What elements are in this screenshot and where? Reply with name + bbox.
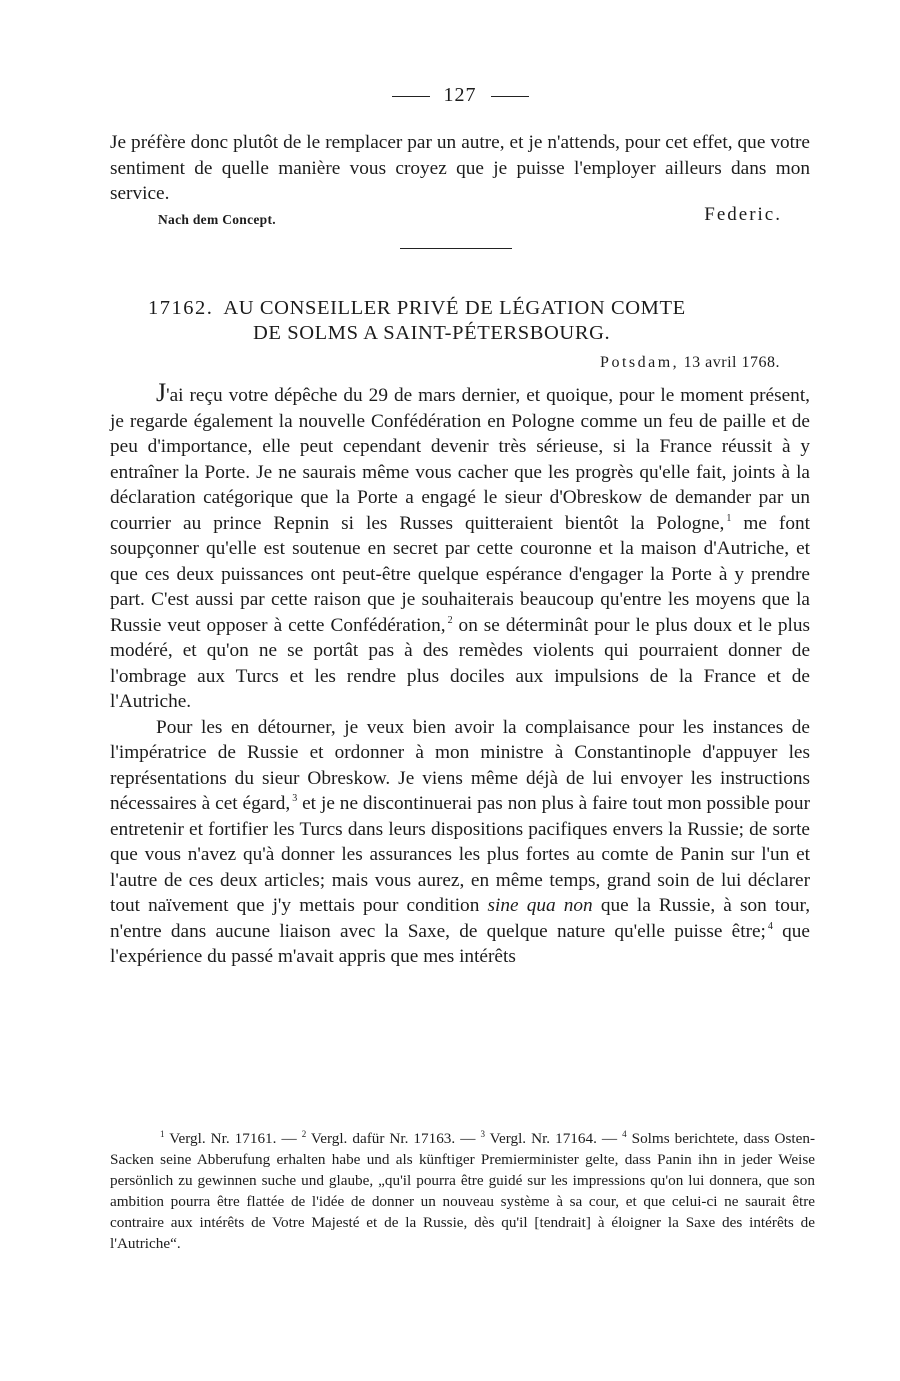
body-paragraph-2: Pour les en détourner, je veux bien avoir la complaisance pour les instances de l'impératrice de Russie et ordonner à mon ministre à Constantinople d'appuyer les représentations du sieur Obreskow. Je viens même déjà de lui envoyer les instructions nécessaires à cet égard, $^3$ et je ne discontinuerai pas non plus à faire tout mon possible pour entretenir et fortifier les Turcs dans leurs dispositions pacifiques envers la Russie; de sorte que vous n'avez qu'à donner les assurances les plus fortes au comte de Panin sur l'un et l'autre de ces deux articles; mais vous aurez, en même temps, grand soin de lui déclarer tout naïvement que j'y mettais pour condition sine qua non que la Russie, à son tour, n'entre dans aucune liaison avec la Saxe, de quelque nature qu'elle puisse être; $^4$ que l'expérience du passé m'avait appris que mes intérêts — [110, 716, 811, 967]
signature: Federic. — [704, 204, 782, 225]
letter-number: 17162. — [148, 297, 214, 319]
letter-heading — [148, 296, 788, 346]
footnote-ref: 3 — [292, 793, 298, 804]
body-paragraph-1: J'ai reçu votre dépêche du 29 de mars dernier, et quoique, pour le moment présent, je regarde également la nouvelle Confédération en Pologne comme un feu de paille et de peu d'importance, elle peut cependant devenir très sérieuse, si la France réussit à y entraîner la Porte. Je ne saurais même vous cacher que les progrès qu'elle fait, joints à la déclaration catégorique que la Porte a engagé le sieur d'Obreskow de demander par un courrier au prince Repnin si les Russes quitteraient bientôt la Pologne, $^1$ me font soupçonner qu'elle est soutenue en secret par cette couronne et la maison d'Autriche, et que ces deux puissances ont peut-être quelque espérance d'engager la Porte à y prendre part. C'est aussi par cette raison que je souhaiterais beaucoup qu'entre les moyens que la Russie veut opposer à cette Confédération, $^2$ on se déterminât pour le plus doux et le plus modéré, et qu'on ne se portât pas à des remèdes violents qui pourraient donner de l'ombrage aux Turcs et les rendre plus dociles aux impulsions de la France et de l'Autriche. — [110, 378, 810, 712]
letter-body — [110, 380, 810, 970]
footnote-ref: 1 — [726, 512, 732, 524]
footnote-ref: 2 — [447, 614, 453, 626]
dateline-place: Potsdam, — [600, 354, 680, 371]
header-rule-left — [392, 96, 430, 97]
italic-phrase: sine qua non — [487, 895, 593, 916]
footnote-1: Vergl. Nr. 17161. — — [164, 1130, 302, 1147]
dateline — [600, 354, 780, 372]
footnote-3: Vergl. Nr. 17164. — — [484, 1130, 623, 1147]
section-divider — [400, 248, 512, 249]
closing-text: Je préfère donc plutôt de le remplacer par un autre, et je n'attends, pour cet effet, que votre sentiment de quelle manière vous croyez que je puisse l'employer ailleurs dans mon service. — [110, 132, 810, 204]
letter-title-line2: DE SOLMS A SAINT-PÉTERSBOURG. — [253, 322, 611, 344]
footnote-block: $^1$ Vergl. Nr. 17161. — $^2$ Vergl. dafür Nr. 17163. — $^3$ Vergl. Nr. 17164. — $^4$ Solms berichtete, dass Osten-Sacken seine Abberufung erhalten habe und als künftiger Premierminister gelte, dass Panin ihn in jeder Weise persönlich zu gewinnen suche und glaube, „qu'il pourra être guidé sur les impressions qu'on lui donnera, que son ambition pourra être flattée de l'idée de donner un nouveau système à sa cour, et que celui-ci ne saurait être contraire aux intérêts de Votre Majesté et de la Russie, dès qu'il [tendrait] à éloigner la Saxe des intérêts de l'Autriche“. — [110, 1129, 815, 1253]
footnote-2: Vergl. dafür Nr. 17163. — — [306, 1130, 481, 1147]
header-rule-right — [491, 96, 529, 97]
letter-title-line1: AU CONSEILLER PRIVÉ DE LÉGATION COMTE — [223, 297, 686, 319]
footnotes — [110, 1128, 815, 1255]
footnote-4: Solms berichtete, dass Osten-Sacken seine Abberufung erhalten habe und als künftiger Premierminister gelte, dass Panin ihn in jeder Weise persönlich zu gewinnen suche und glaube, „qu'il pourra être guidé sur les impressions qu'on lui donnera, que son ambition pourra être flattée de l'idée de donner un nouveau système à sa cour, et que celui-ci ne saurait être contraire aux intérêts de Votre Majesté et de la Russie, dès qu'il [tendrait] à éloigner la Saxe des intérêts de l'Autriche“. — [110, 1130, 815, 1253]
footnote-ref: 4 — [767, 920, 773, 932]
closing-paragraph — [110, 130, 810, 207]
page-number: 127 — [443, 84, 477, 106]
page-header — [110, 84, 810, 107]
initial-letter: J — [156, 378, 167, 407]
source-note: Nach dem Concept. — [158, 212, 276, 227]
dateline-date: 13 avril 1768. — [683, 354, 780, 371]
